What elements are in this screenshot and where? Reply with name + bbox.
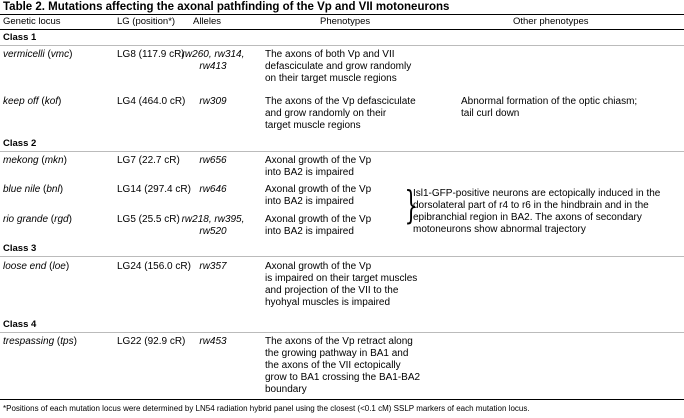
phenotype-bnl: Axonal growth of the Vp into BA2 is impaired [265, 184, 372, 207]
alleles-bnl: rw646 [199, 184, 227, 195]
class-2-rule [0, 151, 684, 152]
locus-bnl: blue nile (bnl) [3, 184, 64, 195]
locus-mkn: mekong (mkn) [3, 155, 67, 166]
lg-vmc: LG8 (117.9 cR) [117, 49, 185, 60]
header-other-phenotypes: Other phenotypes [513, 16, 589, 27]
lg-kof: LG4 (464.0 cR) [117, 96, 186, 107]
phenotype-mkn: Axonal growth of the Vp into BA2 is impaired [265, 155, 372, 178]
phenotype-kof: The axons of the Vp defasciculate and grow randomly on their target muscle regions [265, 96, 416, 131]
header-rule [0, 29, 684, 30]
curly-brace: } [404, 183, 418, 227]
class-1-rule [0, 45, 684, 46]
phenotype-tps: The axons of the Vp retract along the growing pathway in BA1 and the axons of the VII ectopically grow to BA1 crossing the BA1-BA2 boundary [265, 336, 421, 395]
bottom-rule [0, 399, 684, 400]
header-phenotypes: Phenotypes [320, 16, 371, 27]
header-lg-position: LG (position*) [117, 16, 176, 27]
footnote: *Positions of each mutation locus were determined by LN54 radiation hybrid panel using the closest (<0.1 cM) SSLP markers of each mutation locus. [3, 404, 530, 413]
class-2-label: Class 2 [3, 138, 37, 149]
alleles-vmc: rw260, rw314, rw413 [181, 49, 245, 72]
phenotype-vmc: The axons of both Vp and VII defasciculate and grow randomly on their target muscle regions [265, 49, 412, 84]
lg-mkn: LG7 (22.7 cR) [117, 155, 180, 166]
phenotype-rgd: Axonal growth of the Vp into BA2 is impaired [265, 214, 372, 237]
locus-loe: loose end (loe) [3, 261, 70, 272]
locus-rgd: rio grande (rgd) [3, 214, 72, 225]
class-4-label: Class 4 [3, 319, 37, 330]
top-rule [0, 14, 684, 15]
header-alleles: Alleles [193, 16, 221, 27]
phenotype-loe: Axonal growth of the Vp is impaired on their target muscles and projection of the VII to the hyohyal muscles is impaired [265, 261, 418, 308]
header-genetic-locus: Genetic locus [3, 16, 61, 27]
other-phenotype-bnl-rgd: Isl1-GFP-positive neurons are ectopically induced in the dorsolateral part of r4 to r6 in the hindbrain and in the epibranchial region in BA2. The axons of secondary motoneurons show abnormal trajectory [413, 188, 661, 235]
alleles-mkn: rw656 [199, 155, 227, 166]
class-3-label: Class 3 [3, 243, 37, 254]
lg-loe: LG24 (156.0 cR) [117, 261, 191, 272]
class-3-rule [0, 256, 684, 257]
locus-kof: keep off (kof) [3, 96, 62, 107]
class-4-rule [0, 332, 684, 333]
other-phenotype-kof: Abnormal formation of the optic chiasm; tail curl down [461, 96, 638, 119]
alleles-loe: rw357 [199, 261, 227, 272]
alleles-tps: rw453 [199, 336, 227, 347]
locus-vmc: vermicelli (vmc) [3, 49, 73, 60]
lg-tps: LG22 (92.9 cR) [117, 336, 186, 347]
table-title: Table 2. Mutations affecting the axonal pathfinding of the Vp and VII motoneurons [3, 1, 450, 13]
class-1-label: Class 1 [3, 32, 37, 43]
lg-rgd: LG5 (25.5 cR) [117, 214, 180, 225]
alleles-kof: rw309 [199, 96, 227, 107]
lg-bnl: LG14 (297.4 cR) [117, 184, 191, 195]
locus-tps: trespassing (tps) [3, 336, 77, 347]
alleles-rgd: rw218, rw395, rw520 [181, 214, 245, 237]
